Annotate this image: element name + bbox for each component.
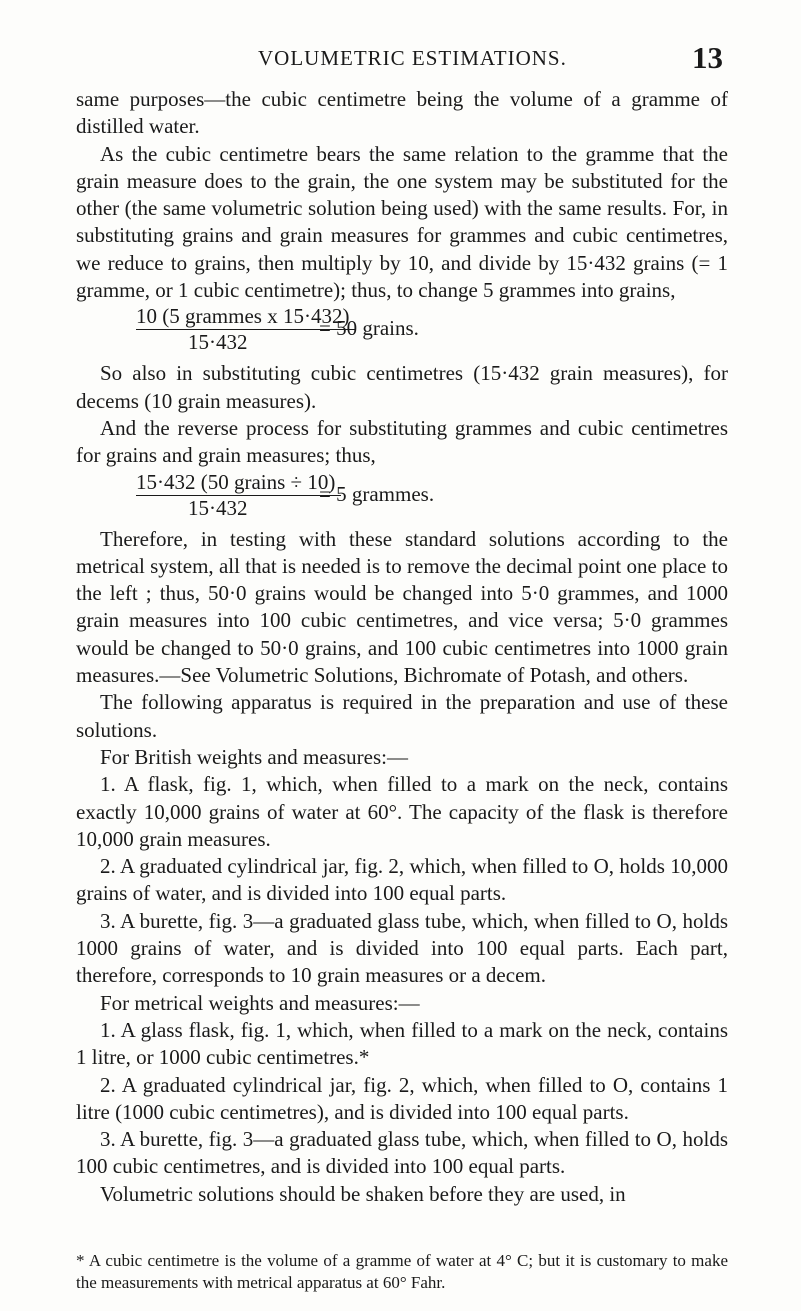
- page-header: [0, 40, 801, 80]
- paragraph: So also in substituting cubic centimetres (15·432 grain measures), for decems (10 grain measures).: [76, 361, 728, 413]
- formula-numerator: 10 (5 grammes x 15·432): [136, 304, 355, 330]
- list-item: 1. A flask, fig. 1, which, when filled to a mark on the neck, contains exactly 10,000 grains of water at 60°. The capacity of the flask is therefore 10,000 grain measures.: [76, 772, 728, 851]
- formula-denominator: 15·432: [188, 330, 248, 355]
- footnote: * A cubic centimetre is the volume of a gramme of water at 4° C; but it is customary to make the measurements with metrical apparatus at 60° Fahr.: [76, 1251, 728, 1292]
- paragraph: And the reverse process for substituting grammes and cubic centimetres for grains and grain measures; thus,: [76, 415, 728, 468]
- paragraph: Volumetric solutions should be shaken before they are used, in: [100, 1181, 626, 1206]
- paragraph: As the cubic centimetre bears the same relation to the gramme that the grain measure does to the grain, the one system may be substituted for the other (the same volumetric solution being used) with the same results. For, in substituting grains and grain measures for grammes and cubic centimetres, we reduce to grains, then multiply by 10, and divide by 15·432 grains (= 1 gramme, or 1 cubic centimetre); thus, to change 5 grammes into grains,: [76, 141, 728, 303]
- paragraph: For metrical weights and measures:—: [100, 990, 420, 1015]
- list-item: 1. A glass flask, fig. 1, which, when filled to a mark on the neck, contains 1 litre, or 1000 cubic centimetres.*: [76, 1017, 728, 1070]
- paragraph: Therefore, in testing with these standard solutions according to the metrical system, all that is needed is to remove the decimal point one place to the left ; thus, 50·0 grains would be changed into 5·0 grammes, and 1000 grain measures into 100 cubic centimetres, and vice versa; 5·0 grammes would be changed to 50·0 grains, and 100 cubic centimetres into 1000 grain measures.—See Volumetric Solutions, Bichromate of Potash, and others.: [76, 526, 728, 688]
- list-item: 2. A graduated cylindrical jar, fig. 2, which, when filled to O, contains 1 litre (1000 cubic centimetres), and is divided into 100 equal parts.: [76, 1072, 728, 1124]
- list-item: 2. A graduated cylindrical jar, fig. 2, which, when filled to O, holds 10,000 grains of water, and is divided into 100 equal parts.: [76, 854, 728, 906]
- running-head: VOLUMETRIC ESTIMATIONS.: [258, 46, 567, 70]
- paragraph: For British weights and measures:—: [100, 744, 408, 769]
- list-item: 3. A burette, fig. 3—a graduated glass tube, which, when filled to O, holds 100 cubic centimetres, and is divided into 100 equal parts.: [76, 1127, 728, 1179]
- paragraph: same purposes—the cubic centimetre being the volume of a gramme of distilled water.: [76, 87, 728, 139]
- formula-grains-to-grammes: [76, 470, 728, 524]
- formula-result: = 5 grammes.: [319, 481, 435, 506]
- formula-numerator: 15·432 (50 grains ÷ 10): [136, 470, 341, 496]
- paragraph: The following apparatus is required in the preparation and use of these solutions.: [76, 690, 728, 742]
- formula-result: = 50 grains.: [319, 316, 419, 341]
- body-text: [76, 86, 728, 1208]
- page-number: 13: [692, 40, 723, 75]
- list-item: 3. A burette, fig. 3—a graduated glass tube, which, when filled to O, holds 1000 grains of water, and is divided into 100 equal parts. Each part, therefore, corresponds to 10 grain measures or a decem.: [76, 908, 728, 988]
- formula-grammes-to-grains: [76, 304, 728, 358]
- formula-denominator: 15·432: [188, 495, 248, 520]
